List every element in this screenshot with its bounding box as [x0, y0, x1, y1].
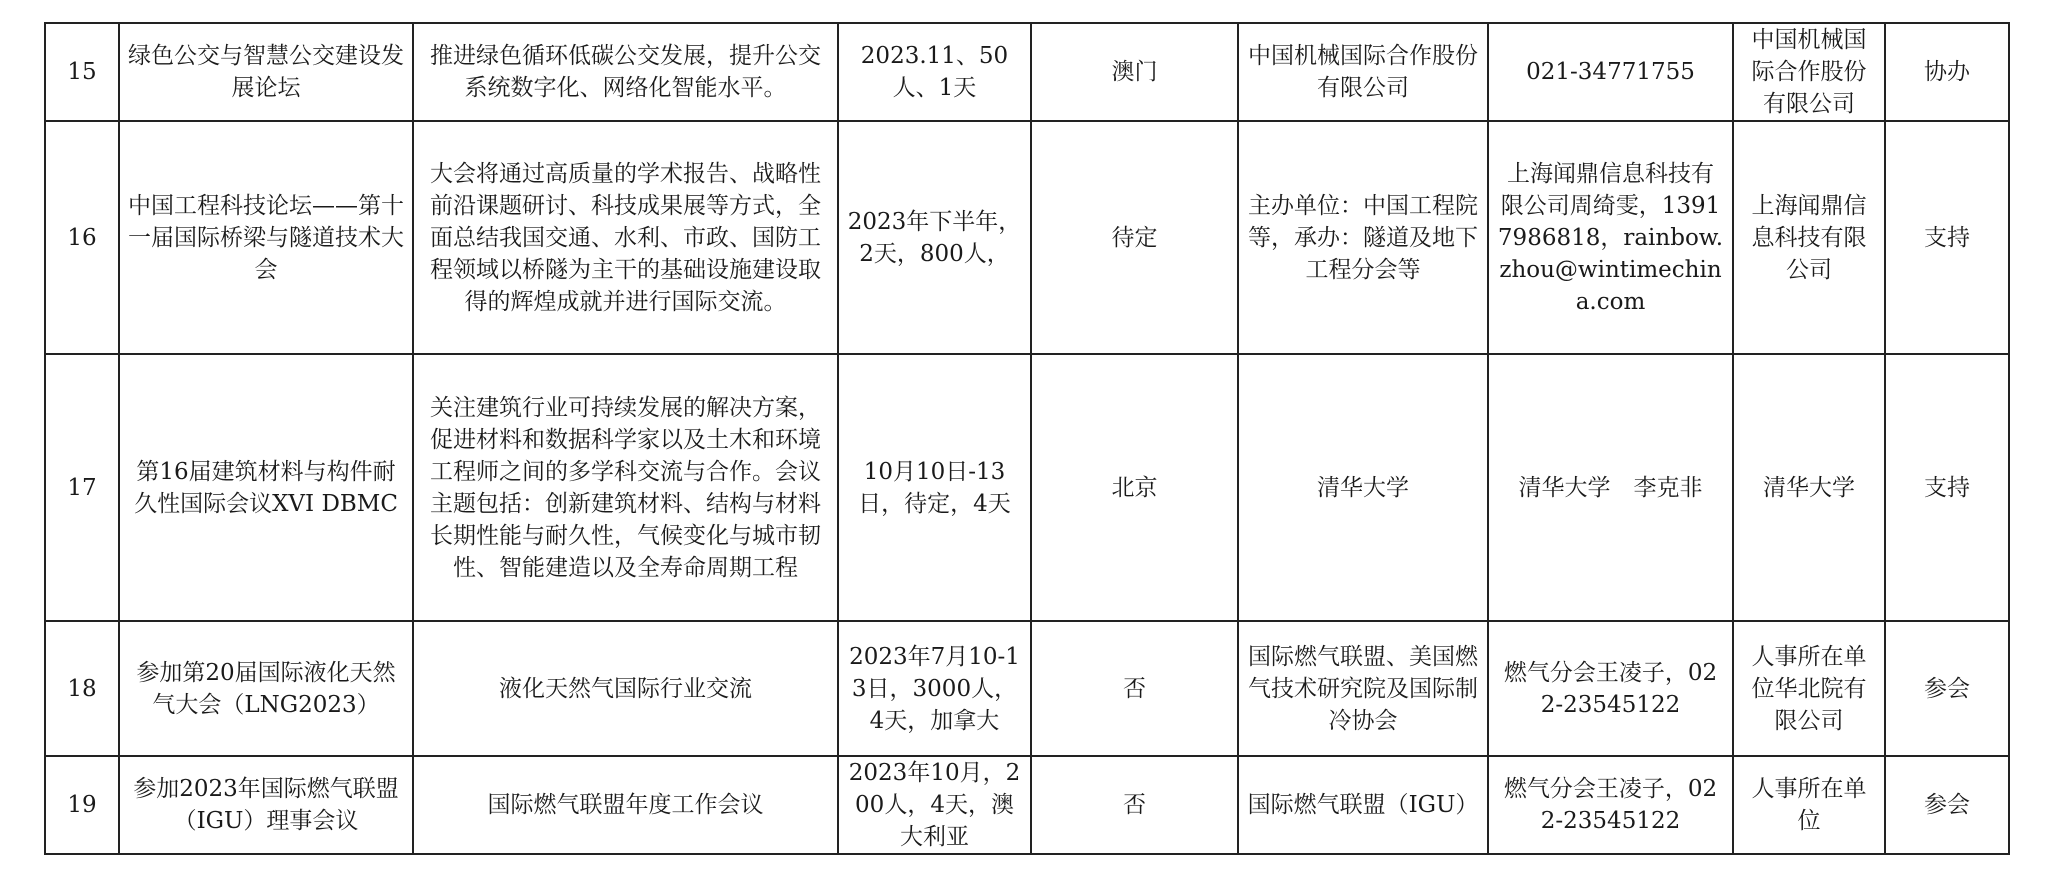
cell-contact: 燃气分会王凌子，022-23545122: [1488, 756, 1733, 854]
cell-unit: 清华大学: [1733, 354, 1885, 621]
cell-time-scale: 2023年下半年，2天，800人，: [838, 121, 1031, 354]
cell-meeting-name: 参加2023年国际燃气联盟（IGU）理事会议: [119, 756, 413, 854]
cell-unit: 人事所在单位: [1733, 756, 1885, 854]
table-row: [45, 756, 2009, 854]
cell-time-scale: 2023年7月10-13日，3000人，4天，加拿大: [838, 621, 1031, 756]
cell-number: 19: [45, 756, 119, 854]
cell-number: 18: [45, 621, 119, 756]
cell-meeting-name: 中国工程科技论坛——第十一届国际桥梁与隧道技术大会: [119, 121, 413, 354]
cell-location: 澳门: [1031, 23, 1238, 121]
cell-number: 17: [45, 354, 119, 621]
cell-organizer: 国际燃气联盟（IGU）: [1238, 756, 1488, 854]
cell-content: 推进绿色循环低碳公交发展，提升公交系统数字化、网络化智能水平。: [413, 23, 838, 121]
cell-contact: 清华大学 李克非: [1488, 354, 1733, 621]
table-row: [45, 121, 2009, 354]
cell-time-scale: 10月10日-13日，待定，4天: [838, 354, 1031, 621]
cell-content: 国际燃气联盟年度工作会议: [413, 756, 838, 854]
cell-location: 北京: [1031, 354, 1238, 621]
cell-contact: 021-34771755: [1488, 23, 1733, 121]
cell-unit: 中国机械国际合作股份有限公司: [1733, 23, 1885, 121]
cell-contact: 燃气分会王凌子，022-23545122: [1488, 621, 1733, 756]
cell-role: 支持: [1885, 121, 2009, 354]
cell-number: 16: [45, 121, 119, 354]
cell-contact: 上海闻鼎信息科技有限公司周绮雯，13917986818，rainbow.zhou@wintimechina.com: [1488, 121, 1733, 354]
cell-content: 大会将通过高质量的学术报告、战略性前沿课题研讨、科技成果展等方式，全面总结我国交通、水利、市政、国防工程领域以桥隧为主干的基础设施建设取得的辉煌成就并进行国际交流。: [413, 121, 838, 354]
table-row: [45, 621, 2009, 756]
cell-organizer: 国际燃气联盟、美国燃气技术研究院及国际制冷协会: [1238, 621, 1488, 756]
cell-organizer: 中国机械国际合作股份有限公司: [1238, 23, 1488, 121]
cell-meeting-name: 参加第20届国际液化天然气大会（LNG2023）: [119, 621, 413, 756]
cell-meeting-name: 绿色公交与智慧公交建设发展论坛: [119, 23, 413, 121]
meetings-table: [44, 22, 2010, 855]
cell-location: 待定: [1031, 121, 1238, 354]
cell-role: 支持: [1885, 354, 2009, 621]
cell-role: 协办: [1885, 23, 2009, 121]
cell-number: 15: [45, 23, 119, 121]
cell-location: 否: [1031, 756, 1238, 854]
cell-organizer: 清华大学: [1238, 354, 1488, 621]
cell-unit: 人事所在单位华北院有限公司: [1733, 621, 1885, 756]
cell-unit: 上海闻鼎信息科技有限公司: [1733, 121, 1885, 354]
cell-location: 否: [1031, 621, 1238, 756]
cell-time-scale: 2023.11、50人、1天: [838, 23, 1031, 121]
cell-organizer: 主办单位：中国工程院等，承办：隧道及地下工程分会等: [1238, 121, 1488, 354]
cell-meeting-name: 第16届建筑材料与构件耐久性国际会议XVI DBMC: [119, 354, 413, 621]
table-row: [45, 354, 2009, 621]
table-row: [45, 23, 2009, 121]
cell-role: 参会: [1885, 621, 2009, 756]
cell-content: 关注建筑行业可持续发展的解决方案，促进材料和数据科学家以及土木和环境工程师之间的多学科交流与合作。会议主题包括：创新建筑材料、结构与材料长期性能与耐久性，气候变化与城市韧性、智能建造以及全寿命周期工程: [413, 354, 838, 621]
cell-time-scale: 2023年10月，200人，4天，澳大利亚: [838, 756, 1031, 854]
cell-content: 液化天然气国际行业交流: [413, 621, 838, 756]
cell-role: 参会: [1885, 756, 2009, 854]
